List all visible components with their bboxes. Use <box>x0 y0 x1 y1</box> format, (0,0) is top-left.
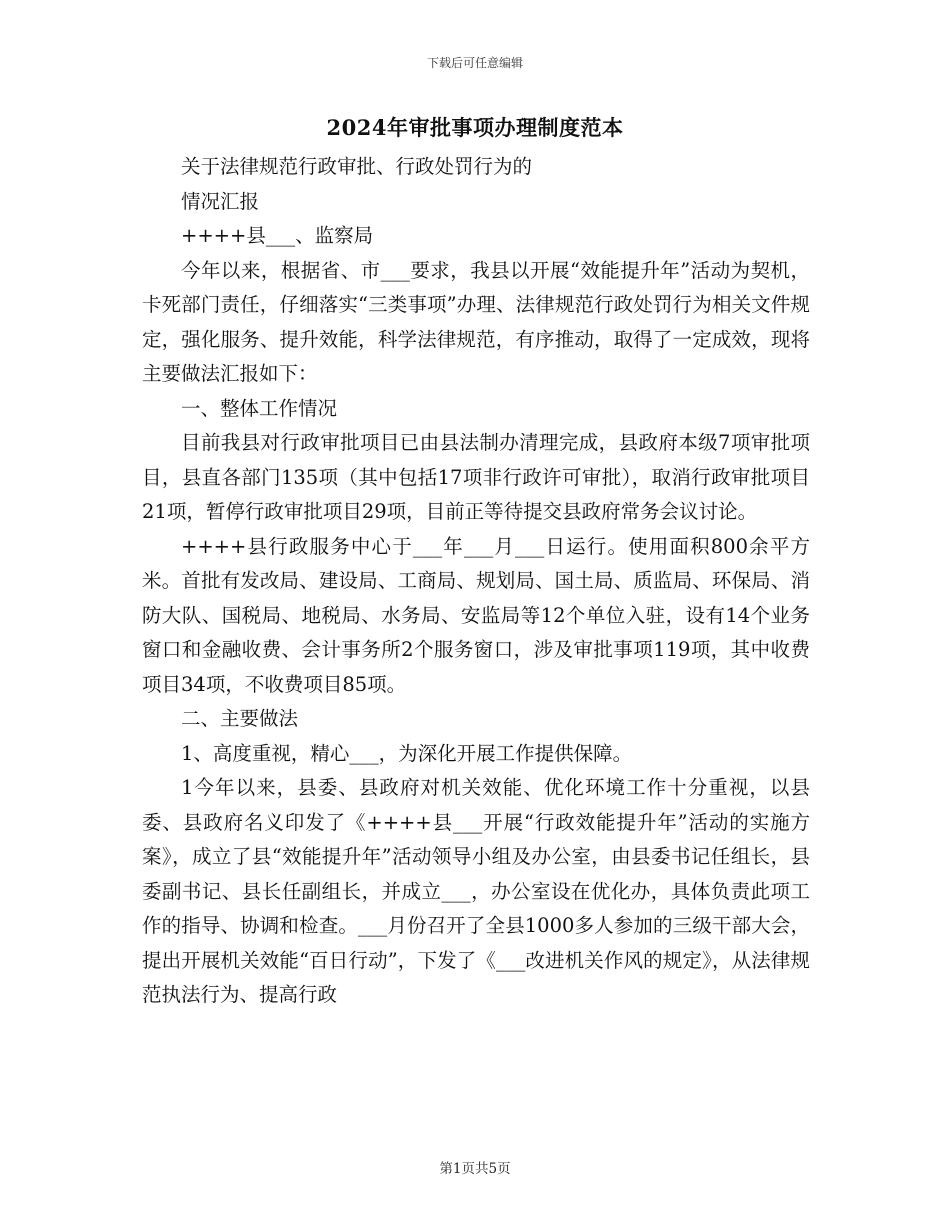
header-note: 下载后可任意编辑 <box>426 56 523 70</box>
paragraph-subject-line: 关于法律规范行政审批、行政处罚行为的 <box>181 155 533 178</box>
paragraph-measures: 1今年以来，县委、县政府对机关效能、优化环境工作十分重视，以县委、县政府名义印发了《++++县___开展“行政效能提升年”活动的实施方案》，成立了县“效能提升年”活动领导小组及办公室，由县委书记任组长，县委副书记、县长任副组长，并成立___，办公室设在优化办，具体负责此项工作的指导、协调和检查。___月份召开了全县1000多人参加的三级干部大会，提出开展机关效能“百日行动”，下发了《___改进机关作风的规定》，从法律规范执法行为、提高行政 <box>142 776 810 1006</box>
document-title: 2024年审批事项办理制度范本 <box>326 115 624 140</box>
section-heading-1: 一、整体工作情况 <box>181 396 338 420</box>
paragraph-service-center: ++++县行政服务中心于___年___月___日运行。使用面积800余平方米。首批有发改局、建设局、工商局、规划局、国土局、质监局、环保局、消防大队、国税局、地税局、水务局、安监局等12个单位入驻，设有14个业务窗口和金融收费、会计事务所2个服务窗口，涉及审批事项119项，其中收费项目34项，不收费项目85项。 <box>142 534 810 696</box>
paragraph-issuer: ++++县___、监察局 <box>181 224 374 247</box>
subsection-heading-1: 1、高度重视，精心___，为深化开展工作提供保障。 <box>181 741 633 765</box>
section-heading-2: 二、主要做法 <box>181 707 299 730</box>
document-body <box>142 150 810 1013</box>
paragraph-intro: 今年以来，根据省、市___要求，我县以开展“效能提升年”活动为契机，卡死部门责任，仔细落实“三类事项”办理、法律规范行政处罚行为相关文件规定，强化服务、提升效能，科学法律规范，有序推动，取得了一定成效，现将主要做法汇报如下： <box>142 258 810 385</box>
page-number: 第1页共5页 <box>439 1161 511 1177</box>
paragraph-approval-items: 目前我县对行政审批项目已由县法制办清理完成，县政府本级7项审批项目，县直各部门135项（其中包括17项非行政许可审批），取消行政审批项目21项，暂停行政审批项目29项，目前正等待提交县政府常务会议讨论。 <box>142 431 810 523</box>
paragraph-subject-line-2: 情况汇报 <box>181 189 260 213</box>
